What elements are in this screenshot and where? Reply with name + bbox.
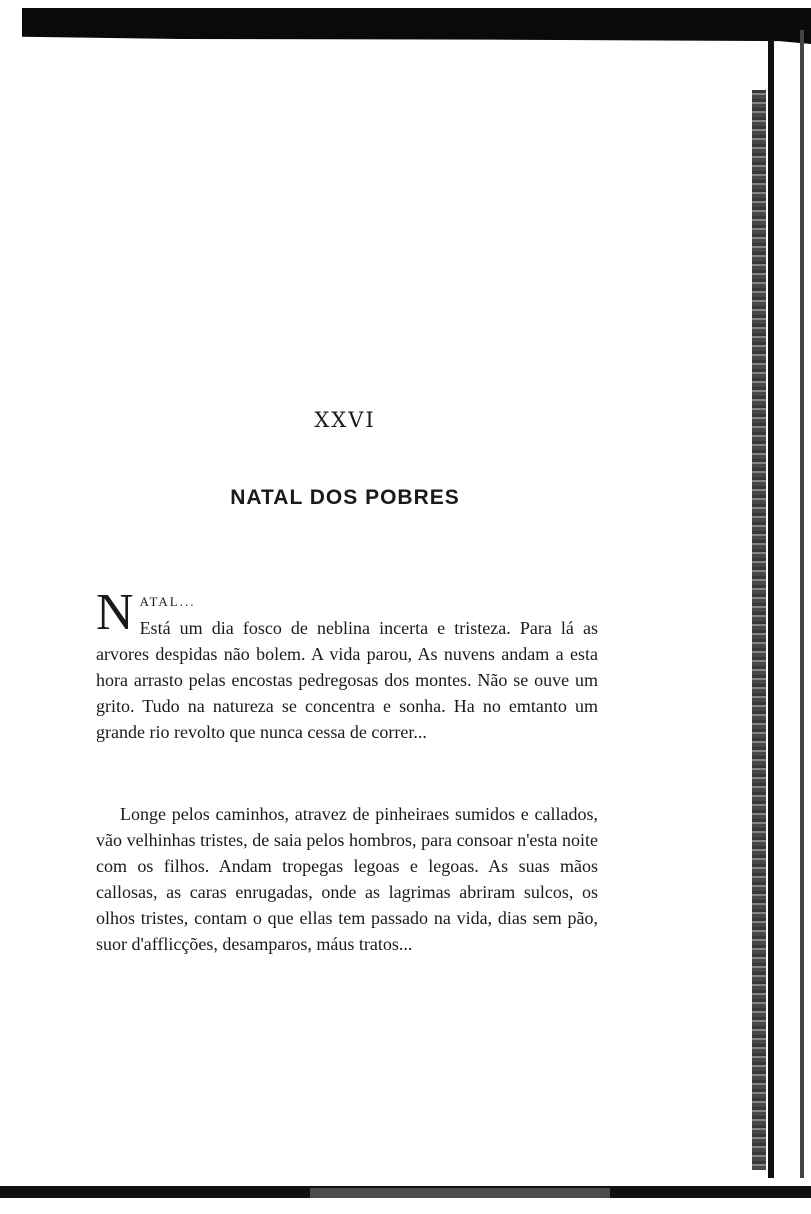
drop-cap: N <box>96 584 134 641</box>
scan-right-edge <box>752 90 766 1170</box>
scan-bottom-smear <box>310 1188 610 1198</box>
scan-top-border <box>22 8 811 44</box>
paragraph-2 <box>96 801 598 957</box>
paragraph-2-body: Longe pelos caminhos, atravez de pinheiraes sumidos e callados, vão velhinhas tristes, de saia pelos hombros, para consoar n'esta noite com os filhos. Andam tropegas legoas e legoas. As suas mãos callosas, as caras enrugadas, onde as lagrimas abriram sulcos, os olhos tristes, contam o que ellas tem passado na vida, dias sem pão, suor d'afflicções, desamparos, máus tratos... <box>96 804 598 954</box>
paragraph-1 <box>96 584 598 745</box>
paragraph-lead: ATAL... <box>139 594 196 609</box>
scan-right-edge-outer <box>800 30 804 1180</box>
scan-right-edge-dark <box>768 40 774 1180</box>
chapter-number: XXVI <box>314 408 376 432</box>
chapter-title: NATAL DOS POBRES <box>230 486 460 509</box>
paragraph-1-body: Está um dia fosco de neblina incerta e tristeza. Para lá as arvores despidas não bolem. A vida parou, As nuvens andam a esta hora arrasto pelas encostas pedregosas dos montes. Não se ouve um grito. Tudo na natureza se concentra e sonha. Ha no emtanto um grande rio revolto que nunca cessa de correr... <box>96 618 598 742</box>
